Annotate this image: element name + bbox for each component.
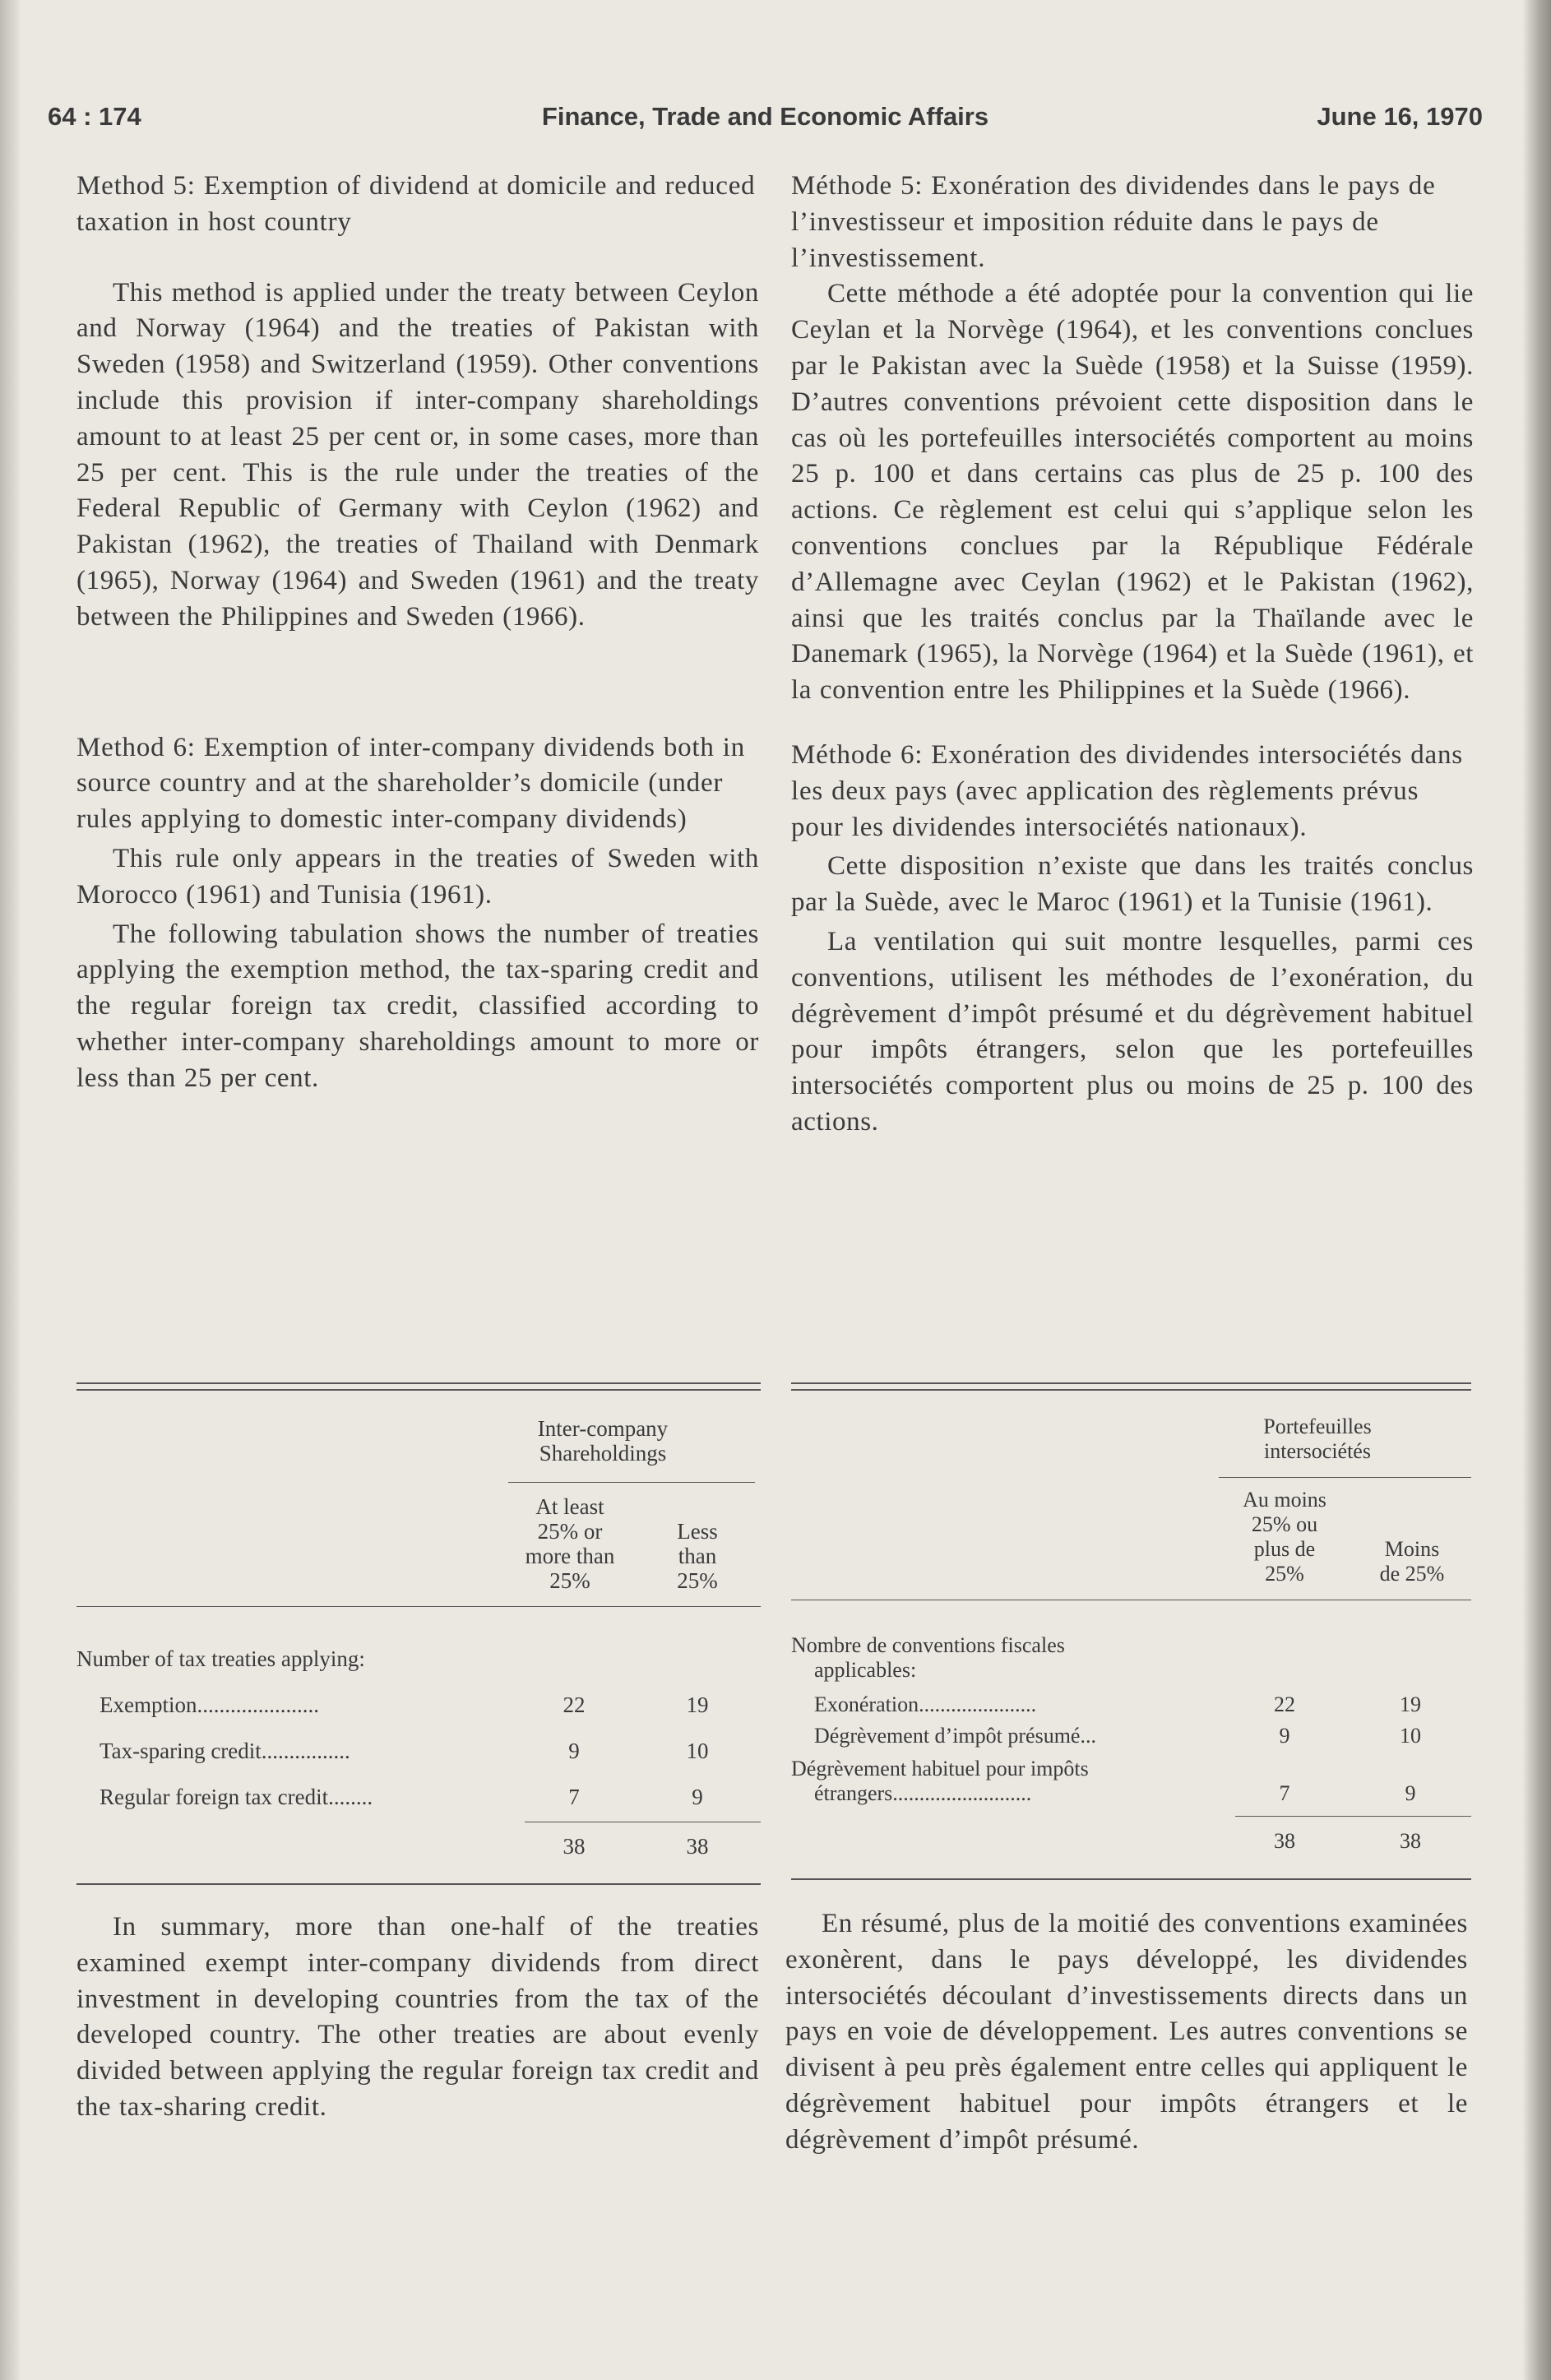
table-en-row-label: Regular foreign tax credit........ bbox=[100, 1785, 373, 1809]
method5-title-fr: Méthode 5: Exonération des dividendes dans le pays de l’investisseur et imposition réduite dans le pays de l’investissement. bbox=[791, 171, 1436, 273]
page-number: 64 : 174 bbox=[48, 102, 141, 131]
summary-en-block bbox=[76, 1910, 759, 2126]
running-header bbox=[48, 102, 1483, 143]
table-en-col1-line2: 25% or bbox=[537, 1519, 603, 1544]
table-en bbox=[76, 1398, 761, 1891]
table-en-total-cell: 38 bbox=[563, 1834, 586, 1859]
table-en-col2-line1: Less bbox=[677, 1519, 718, 1544]
table-en-cell: 9 bbox=[568, 1739, 580, 1763]
table-fr-col1-line3: plus de bbox=[1253, 1537, 1316, 1561]
table-fr-cell: 9 bbox=[1279, 1724, 1290, 1748]
table-en-col1-line3: more than bbox=[525, 1544, 615, 1568]
method5-title-en: Method 5: Exemption of dividend at domicile and reduced taxation in host country bbox=[76, 171, 756, 237]
table-fr-row-label: Dégrèvement d’impôt présumé... bbox=[814, 1724, 1096, 1748]
table-en-col1-line1: At least bbox=[535, 1494, 604, 1519]
english-column bbox=[76, 169, 759, 1097]
table-en-bottom-rule bbox=[76, 1883, 761, 1885]
table-fr-col1-line2: 25% ou bbox=[1251, 1512, 1318, 1536]
table-fr-cell: 7 bbox=[1279, 1781, 1290, 1805]
summary-en: In summary, more than one-half of the treaties examined exempt inter-company dividends from direct investment in developing countries from the tax of the developed country. The other treaties are about evenly divided between applying the regular foreign tax credit and the tax-sharing credit. bbox=[76, 1912, 759, 2122]
issue-date: June 16, 1970 bbox=[1317, 102, 1483, 131]
table-en-group-header-2: Shareholdings bbox=[539, 1441, 667, 1466]
method6-body-en: This rule only appears in the treaties of Sweden with Morocco (1961) and Tunisia (1961). bbox=[76, 843, 759, 910]
method6-title-en: Method 6: Exemption of inter-company dividends both in source country and at the shareholder’s domicile (under rules applying to domestic inter-company dividends) bbox=[76, 732, 746, 835]
table-en-row-label: Exemption...................... bbox=[100, 1692, 319, 1717]
page-edge-shadow bbox=[1523, 0, 1551, 2380]
table-fr-col1-line1: Au moins bbox=[1243, 1488, 1326, 1512]
table-en-cell: 10 bbox=[686, 1739, 709, 1763]
table-en-group-rule bbox=[508, 1482, 755, 1483]
table-fr-col1-line4: 25% bbox=[1265, 1562, 1304, 1586]
table-fr-bottom-rule bbox=[791, 1878, 1471, 1880]
table-fr-total-cell: 38 bbox=[1274, 1829, 1295, 1853]
table-fr-cell: 22 bbox=[1274, 1692, 1295, 1716]
table-fr-top-rule bbox=[791, 1382, 1471, 1391]
table-fr-total-rule bbox=[1235, 1816, 1471, 1817]
method6-title-fr: Méthode 6: Exonération des dividendes intersociétés dans les deux pays (avec application des règlements prévus pour les dividendes intersociétés nationaux). bbox=[791, 739, 1463, 842]
table-fr-row-label: Dégrèvement habituel pour impôts bbox=[791, 1757, 1089, 1780]
table-en-top-rule bbox=[76, 1382, 761, 1391]
table-en-header-rule bbox=[76, 1606, 761, 1607]
table-en-row-label: Tax-sparing credit................ bbox=[100, 1739, 350, 1763]
summary-fr: En résumé, plus de la moitié des conventions examinées exonèrent, dans le pays développé, les dividendes intersociétés découlant d’investissements directs dans un pays en voie de développement. Les autres conventions se divisent à peu près également entre celles qui appliquent le dégrèvement habituel pour impôts étrangers et le dégrèvement d’impôt présumé. bbox=[785, 1909, 1468, 2155]
table-en-cell: 9 bbox=[692, 1785, 703, 1809]
table-fr bbox=[791, 1398, 1471, 1891]
table-fr-col2-line1: Moins bbox=[1384, 1537, 1440, 1561]
table-en-col1-line4: 25% bbox=[549, 1568, 590, 1593]
table-fr-col2-line2: de 25% bbox=[1379, 1562, 1445, 1586]
tabulation-intro-en: The following tabulation shows the number of treaties applying the exemption method, the tax-sparing credit and the regular foreign tax credit, classified according to whether inter-company shareholdings amount to more or less than 25 per cent. bbox=[76, 919, 759, 1093]
method5-body-fr: Cette méthode a été adoptée pour la convention qui lie Ceylan et la Norvège (1964), et les conventions conclues par le Pakistan avec la Suède (1958) et la Suisse (1959). D’autres conventions prévoient cette disposition dans le cas où les portefeuilles intersociétés comportent au moins 25 p. 100 et dans certains cas plus de 25 p. 100 des actions. Ce règlement est celui qui s’applique selon les conventions conclues par la République Fédérale d’Allemagne avec Ceylan (1962) et le Pakistan (1962), ainsi que les traités conclus par la Thaïlande avec le Danemark (1965), la Norvège (1964) et la Suède (1961), et la convention entre les Philippines et la Suède (1966). bbox=[791, 279, 1474, 706]
table-en-col2-line3: 25% bbox=[677, 1568, 718, 1593]
method5-body-en: This method is applied under the treaty between Ceylon and Norway (1964) and the treaties of Pakistan with Sweden (1958) and Switzerland (1959). Other conventions include this provision if inter-company shareholdings amount to at least 25 per cent or, in some cases, more than 25 per cent. This is the rule under the treaties of the Federal Republic of Germany with Ceylon (1962) and Pakistan (1962), the treaties of Thailand with Denmark (1965), Norway (1964) and Sweden (1961) and the treaty between the Philippines and Sweden (1966). bbox=[76, 277, 759, 632]
table-en-group-header-1: Inter-company bbox=[537, 1416, 669, 1441]
table-fr-cell: 19 bbox=[1400, 1692, 1421, 1716]
french-column bbox=[791, 169, 1474, 1141]
table-en-row-label-header: Number of tax treaties applying: bbox=[76, 1646, 365, 1671]
table-fr-row-label-header-2: applicables: bbox=[814, 1658, 917, 1682]
table-fr-row-label-header-1: Nombre de conventions fiscales bbox=[791, 1633, 1065, 1657]
table-fr-group-rule bbox=[1219, 1477, 1471, 1478]
publication-title: Finance, Trade and Economic Affairs bbox=[541, 102, 989, 131]
summary-fr-block bbox=[785, 1906, 1468, 2159]
table-fr-group-header-1: Portefeuilles bbox=[1263, 1415, 1372, 1438]
table-fr-group-header-2: intersociétés bbox=[1264, 1439, 1371, 1463]
table-en-cell: 19 bbox=[686, 1692, 709, 1717]
table-fr-row-label: Exonération...................... bbox=[814, 1692, 1037, 1716]
table-fr-cell: 9 bbox=[1405, 1781, 1416, 1805]
tabulation-intro-fr: La ventilation qui suit montre lesquelles, parmi ces conventions, utilisent les méthodes de l’exonération, du dégrèvement d’impôt présumé et du dégrèvement habituel pour impôts étrangers, selon que les portefeuilles intersociétés comportent plus ou moins de 25 p. 100 des actions. bbox=[791, 926, 1474, 1137]
method6-body-fr: Cette disposition n’existe que dans les traités conclus par la Suède, avec le Maroc (1961) et la Tunisie (1961). bbox=[791, 851, 1474, 918]
table-en-cell: 22 bbox=[563, 1692, 586, 1717]
table-fr-cell: 10 bbox=[1400, 1724, 1421, 1748]
binding-shadow bbox=[0, 0, 20, 2380]
table-en-cell: 7 bbox=[568, 1785, 580, 1809]
table-fr-row-label: étrangers.......................... bbox=[814, 1781, 1032, 1805]
table-en-total-cell: 38 bbox=[686, 1834, 709, 1859]
table-en-col2-line2: than bbox=[678, 1544, 717, 1568]
table-fr-total-cell: 38 bbox=[1400, 1829, 1421, 1853]
